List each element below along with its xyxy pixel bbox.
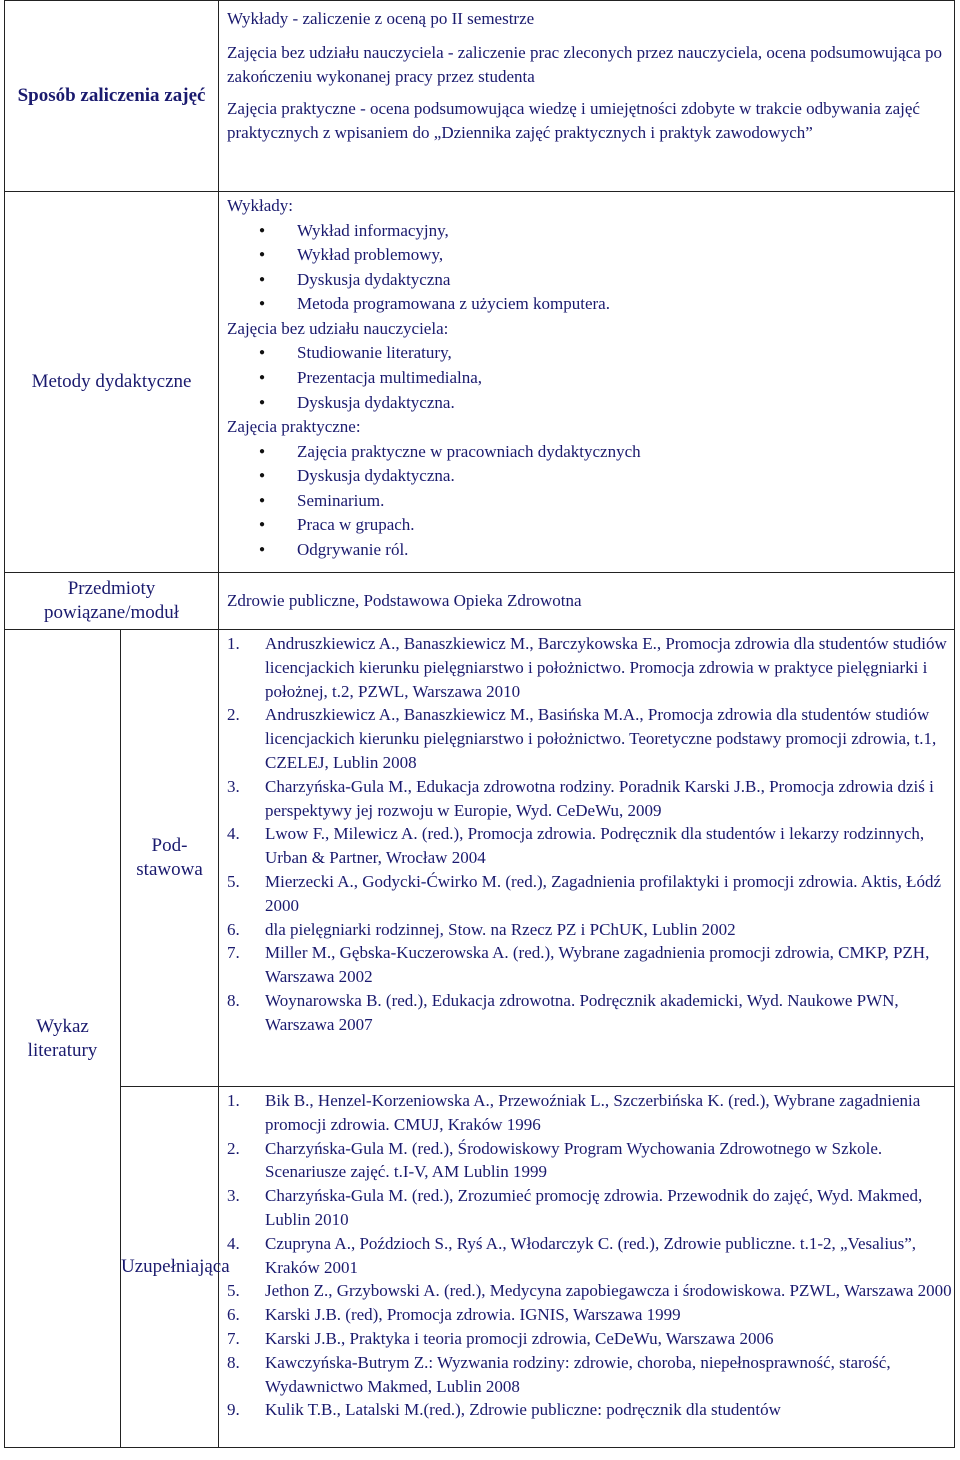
reference-item [227,1137,954,1185]
label-sposob-zaliczenia [5,1,219,192]
reference-item [227,632,954,703]
reference-text: Mierzecki A., Godycki-Ćwirko M. (red.), Zagadnienia profilaktyki i promocji zdrowia. Aktis, Łódź 2000 [265,871,942,915]
line-wyklady: Wykłady - zaliczenie z oceną po II semestrze [227,9,535,28]
reference-number: 6. [227,919,240,939]
list-item: ● Metoda programowana z użyciem komputera. [297,292,954,317]
line-bez-udzialu: Zajęcia bez udziału nauczyciela - zaliczenie prac zleconych przez nauczyciela, ocena podsumowująca po zakończeniu wykonanej pracy przez studenta [227,43,943,86]
reference-text: Andruszkiewicz A., Banaszkiewicz M., Barczykowska E., Promocja zdrowia dla studentów studiów licencjackich kierunku pielęgniarstwo i położnictwo. Promocja zdrowia w praktyce pielęgniarki i położnej, t.2, PZWL, Warszawa 2010 [265,634,947,701]
reference-text: Karski J.B. (red), Promocja zdrowia. IGNIS, Warszawa 1999 [265,1305,681,1325]
list-item: ● Dyskusja dydaktyczna. [297,464,954,489]
reference-item [227,822,954,870]
label-text: Przedmioty powiązane/moduł [43,578,180,623]
reference-number: 7. [227,943,240,963]
list-item: ● Zajęcia praktyczne w pracowniach dydaktycznych [297,440,954,465]
related-subjects: Zdrowie publiczne, Podstawowa Opieka Zdrowotna [227,591,582,610]
content-przedmioty [219,573,955,630]
group-header: Zajęcia praktyczne: [227,417,361,437]
reference-text: Andruszkiewicz A., Banaszkiewicz M., Basińska M.A., Promocja zdrowia dla studentów studiów licencjackich kierunku pielęgniarstwo i położnictwo. Teoretyczne podstawy promocji zdrowia, t.1, CZELEJ, Lublin 2008 [265,705,937,772]
reference-number: 1. [227,634,240,653]
reference-number: 2. [227,1138,240,1158]
content-sposob-zaliczenia [219,1,955,192]
reference-number: 1. [227,1091,240,1110]
reference-number: 4. [227,824,240,844]
label-text: Uzupełniająca [121,1256,230,1277]
reference-text: Woynarowska B. (red.), Edukacja zdrowotna. Podręcznik akademicki, Wyd. Naukowe PWN, Warszawa 2007 [265,990,899,1034]
list-item: ● Seminarium. [297,489,954,514]
label-text: Sposób zaliczenia zajęć [17,85,206,106]
method-list [227,341,954,415]
row-sposob-zaliczenia [5,1,955,192]
reference-item [227,870,954,918]
group-header: Wykłady: [227,196,294,215]
reference-item [227,1279,954,1303]
reference-text: Charzyńska-Gula M., Edukacja zdrowotna rodziny. Poradnik Karski J.B., Promocja zdrowia dziś i perspektywy jej rozwoju w Europie, Wyd. CeDeWu, 2009 [265,776,934,820]
content-uzupelniajaca [219,1087,955,1448]
content-podstawowa [219,630,955,1087]
reference-item [227,1089,954,1137]
reference-text: dla pielęgniarki rodzinnej, Stow. na Rzecz PZ i PChUK, Lublin 2002 [265,919,736,939]
reference-item [227,941,954,989]
reference-item [227,775,954,823]
reference-text: Karski J.B., Praktyka i teoria promocji zdrowia, CeDeWu, Warszawa 2006 [265,1328,774,1348]
reference-item [227,989,954,1037]
reference-item [227,1184,954,1232]
reference-number: 7. [227,1328,240,1348]
reference-number: 8. [227,1352,240,1372]
reference-number: 2. [227,705,240,725]
content-metody [219,192,955,573]
reference-item [227,703,954,774]
list-item: ● Dyskusja dydaktyczna. [297,391,954,416]
reference-number: 5. [227,871,240,891]
row-literatura-podstawowa [5,630,955,1087]
reference-list [227,1089,954,1422]
list-item: ● Wykład problemowy, [297,243,954,268]
reference-number: 9. [227,1400,240,1420]
reference-text: Bik B., Henzel-Korzeniowska A., Przewoźniak L., Szczerbińska K. (red.), Wybrane zagadnienia promocji zdrowia. CMUJ, Kraków 1996 [265,1091,921,1134]
list-item: ● Wykład informacyjny, [297,219,954,244]
label-text: Metody dydaktyczne [31,371,192,392]
reference-number: 5. [227,1281,240,1301]
reference-item [227,1303,954,1327]
reference-text: Miller M., Gębska-Kuczerowska A. (red.), Wybrane zagadnienia promocji zdrowia, CMKP, PZH, Warszawa 2002 [265,943,930,987]
reference-number: 3. [227,776,240,796]
reference-list [227,632,954,1037]
syllabus-table [4,0,955,1448]
label-text: Wykaz literatury [27,1015,98,1061]
reference-item [227,918,954,942]
reference-number: 8. [227,990,240,1010]
method-list [227,219,954,317]
reference-item [227,1327,954,1351]
reference-item [227,1398,954,1422]
row-literatura-uzupelniajaca [5,1087,955,1448]
list-item: ● Praca w grupach. [297,513,954,538]
list-item: ● Studiowanie literatury, [297,341,954,366]
label-podstawowa [121,630,219,1087]
row-metody-dydaktyczne [5,192,955,573]
reference-text: Czupryna A., Poździoch S., Ryś A., Włodarczyk C. (red.), Zdrowie publiczne. t.1-2, „Vesalius”, Kraków 2001 [265,1233,917,1277]
label-przedmioty [5,573,219,630]
label-uzupelniajaca [121,1087,230,1448]
reference-text: Kulik T.B., Latalski M.(red.), Zdrowie publiczne: podręcznik dla studentów [265,1400,781,1420]
reference-text: Charzyńska-Gula M. (red.), Zrozumieć promocję zdrowia. Przewodnik do zajęć, Wyd. Makmed, Lublin 2010 [265,1186,923,1229]
method-list [227,440,954,563]
label-wykaz-literatury [5,630,121,1448]
list-item: ● Odgrywanie ról. [297,538,954,563]
list-item: ● Prezentacja multimedialna, [297,366,954,391]
list-item: ● Dyskusja dydaktyczna [297,268,954,293]
reference-text: Lwow F., Milewicz A. (red.), Promocja zdrowia. Podręcznik dla studentów i lekarzy rodzinnych, Urban & Partner, Wrocław 2004 [265,824,925,868]
reference-text: Charzyńska-Gula M. (red.), Środowiskowy Program Wychowania Zdrowotnego w Szkole. Scenariusze zajęć. t.I-V, AM Lublin 1999 [265,1138,883,1182]
reference-item [227,1351,954,1399]
label-text: Pod-stawowa [136,835,203,880]
line-praktyczne: Zajęcia praktyczne - ocena podsumowująca wiedzę i umiejętności zdobyte w trakcie odbywania zajęć praktycznych z wpisaniem do „Dziennika zajęć praktycznych i praktyk zawodowych” [227,99,920,142]
group-header: Zajęcia bez udziału nauczyciela: [227,318,449,338]
label-metody [5,192,219,573]
reference-number: 3. [227,1186,240,1206]
reference-number: 4. [227,1233,240,1253]
row-przedmioty [5,573,955,630]
reference-item [227,1232,954,1280]
reference-text: Kawczyńska-Butrym Z.: Wyzwania rodziny: zdrowie, choroba, niepełnosprawność, starość, Wydawnictwo Makmed, Lublin 2008 [265,1352,891,1396]
reference-number: 6. [227,1305,240,1325]
reference-text: Jethon Z., Grzybowski A. (red.), Medycyna zapobiegawcza i środowiskowa. PZWL, Warszawa 2000 [265,1281,952,1301]
